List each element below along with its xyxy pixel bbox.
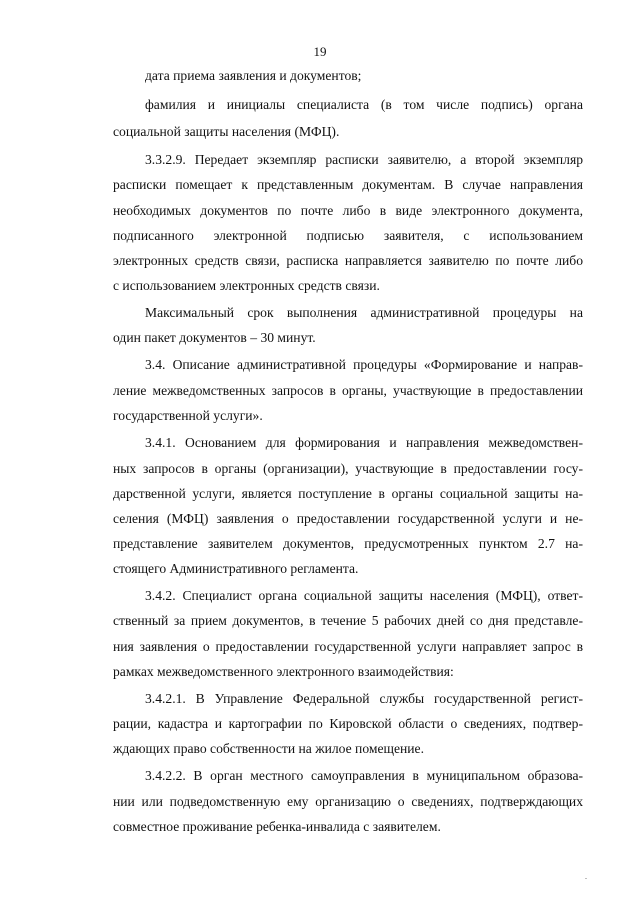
- text-line: 3.4.2. Специалист органа социальной защиты населения (МФЦ), ответ-: [145, 588, 583, 603]
- text-line: необходимых документов по почте либо в виде электронного документа,: [113, 203, 583, 218]
- text-line: ление межведомственных запросов в органы, участвующие в предоставлении: [113, 383, 583, 398]
- text-line: нии или подведомственную ему организацию о сведениях, подтверждающих: [113, 794, 583, 809]
- text-line: 3.4.2.1. В Управление Федеральной службы государственной регист-: [145, 691, 583, 706]
- text-line: 3.4.1. Основанием для формирования и направления межведомствен-: [145, 435, 583, 450]
- text-line: Максимальный срок выполнения административной процедуры на: [145, 305, 583, 320]
- text-line: 3.3.2.9. Передает экземпляр расписки заявителю, а второй экземпляр: [145, 152, 583, 167]
- text-line: ния заявления о предоставлении государственной услуги направляет запрос в: [113, 639, 583, 654]
- text-line: 3.4. Описание административной процедуры «Формирование и направ-: [145, 357, 583, 372]
- text-line: социальной защиты населения (МФЦ).: [113, 124, 340, 139]
- text-line: ственный за прием документов, в течение 5 рабочих дней со дня представле-: [113, 613, 583, 628]
- scan-speck: [585, 878, 587, 879]
- text-line: дата приема заявления и документов;: [145, 68, 362, 83]
- text-line: ных запросов в органы (организации), участвующие в предоставлении госу-: [113, 461, 583, 476]
- text-line: с использованием электронных средств связи.: [113, 278, 380, 293]
- text-line: расписки помещает к представленным документам. В случае направления: [113, 177, 583, 192]
- text-line: дарственной услуги, является поступление в органы социальной защиты на-: [113, 486, 583, 501]
- text-line: один пакет документов – 30 минут.: [113, 330, 316, 345]
- text-line: совместное проживание ребенка-инвалида с заявителем.: [113, 819, 441, 834]
- text-line: селения (МФЦ) заявления о предоставлении государственной услуги и не-: [113, 511, 583, 526]
- text-line: государственной услуги».: [113, 408, 263, 423]
- text-line: рамках межведомственного электронного взаимодействия:: [113, 664, 454, 679]
- text-line: 3.4.2.2. В орган местного самоуправления в муниципальном образова-: [145, 768, 583, 783]
- text-line: ждающих право собственности на жилое помещение.: [113, 741, 424, 756]
- text-line: стоящего Административного регламента.: [113, 561, 359, 576]
- text-line: фамилия и инициалы специалиста (в том числе подпись) органа: [145, 97, 583, 112]
- text-line: представление заявителем документов, предусмотренных пунктом 2.7 на-: [113, 536, 583, 551]
- page-number: 19: [313, 44, 327, 59]
- text-line: подписанного электронной подписью заявителя, с использованием: [113, 228, 583, 243]
- text-line: электронных средств связи, расписка направляется заявителю по почте либо: [113, 253, 583, 268]
- text-line: рации, кадастра и картографии по Кировской области о сведениях, подтвер-: [113, 716, 583, 731]
